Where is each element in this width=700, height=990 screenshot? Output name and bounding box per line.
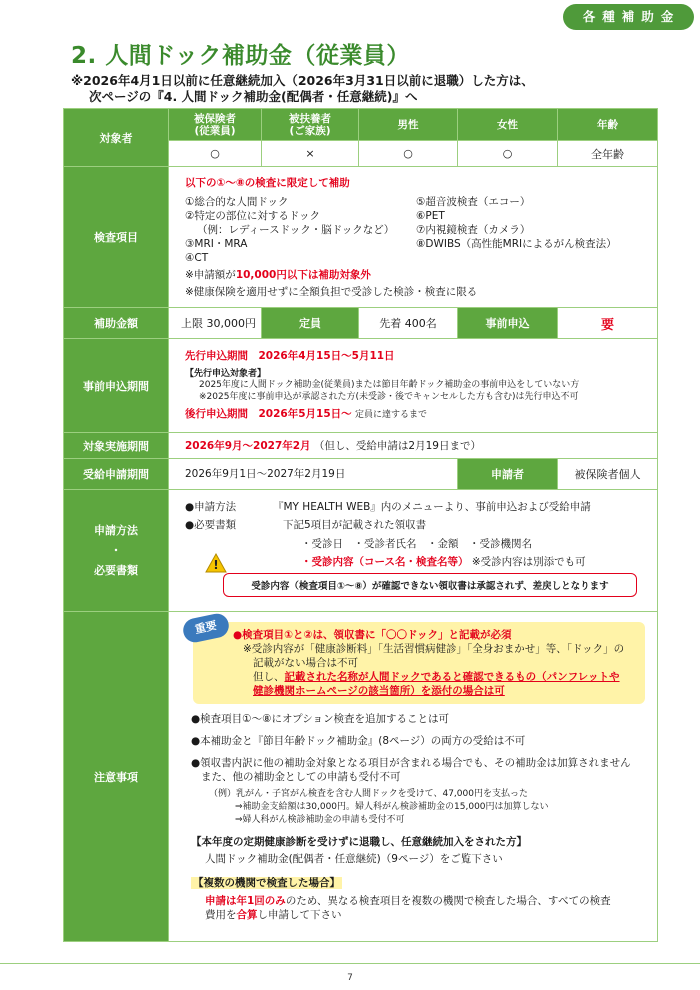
target-header-insured: 被保険者 (従業員) — [169, 109, 262, 141]
target-value-dependent: × — [262, 141, 359, 167]
exam-item: ③MRI・MRA — [185, 237, 248, 250]
svg-text:!: ! — [213, 558, 219, 572]
note-retired-text: 人間ドック補助金(配偶者・任意継続)（9ページ）をご覧下さい — [205, 853, 503, 865]
later-period: 後行申込期間 2026年5月15日～ 定員に達するまで — [185, 408, 428, 420]
applicant-label: 申請者 — [458, 459, 558, 490]
target-header-dependent: 被扶養者 (ご家族) — [262, 109, 359, 141]
period-label: 事前申込期間 — [64, 339, 169, 433]
impl-label: 対象実施期間 — [64, 433, 169, 459]
note-example: ⇒補助金支給額は30,000円。婦人科がん検診補助金の15,000円は加算しない — [235, 802, 549, 812]
first-target-desc: 2025年度に人間ドック補助金(従業員)または節目年齢ドック補助金の事前申込をしていない方 — [199, 380, 580, 390]
note-multi-text: 申請は年1回のみのため、異なる検査項目を複数の機関で検査した場合、すべての検査 — [205, 895, 611, 907]
header-note-line2: 次ページの『4. 人間ドック補助金(配偶者・任意継続)』へ — [89, 89, 418, 104]
note-other-subsidy-2: また、他の補助金としての申請も受付不可 — [201, 771, 401, 783]
apply-label: 受給申請期間 — [64, 459, 169, 490]
important-line: 健診機関ホームページの該当箇所）を添付の場合は可 — [253, 685, 505, 697]
first-period: 先行申込期間 2026年4月15日～5月11日 — [185, 350, 395, 362]
method-label: 申請方法 ・ 必要書類 — [64, 490, 169, 612]
target-value-female: ○ — [458, 141, 558, 167]
method-how: ●申請方法 『MY HEALTH WEB』内のメニューより、事前申込および受給申請 — [185, 501, 591, 513]
target-header-age: 年齢 — [558, 109, 658, 141]
subsidy-table — [63, 108, 658, 942]
first-target-exclusion: ※2025年度に事前申込が承認された方(未受診・後でキャンセルした方も含む)は先行申込不可 — [199, 392, 579, 402]
target-header-female: 女性 — [458, 109, 558, 141]
quota-value: 先着 400名 — [359, 308, 458, 339]
exam-item: ⑥PET — [416, 209, 445, 222]
exam-item: ②特定の部位に対するドック — [185, 209, 320, 222]
target-value-insured: ○ — [169, 141, 262, 167]
exam-list — [185, 195, 647, 265]
method-warning: 受診内容（検査項目①～⑧）が確認できない領収書は承認されず、差戻しとなります — [223, 573, 637, 597]
warning-icon — [205, 553, 227, 573]
note-double: ●本補助金と『節目年齢ドック補助金』(8ページ）の両方の受給は不可 — [191, 735, 526, 747]
exam-note-insurance: ※健康保険を適用せずに全額負担で受診した検診・検査に限る — [185, 285, 478, 298]
target-value-male: ○ — [359, 141, 458, 167]
note-option: ●検査項目①～⑧にオプション検査を追加することは可 — [191, 713, 450, 725]
note-retired-heading: 【本年度の定期健康診断を受けずに退職し、任意継続加入をされた方】 — [191, 836, 527, 848]
target-value-age: 全年齢 — [558, 141, 658, 167]
exam-item: ④CT — [185, 251, 209, 264]
exam-item: ⑧DWIBS（高性能MRIによるがん検査法） — [416, 237, 617, 250]
exam-item: （例：レディースドック・脳ドックなど） — [197, 223, 395, 236]
target-label: 対象者 — [64, 109, 169, 167]
important-line: 記載がない場合は不可 — [253, 657, 358, 669]
note-other-subsidy: ●領収書内訳に他の補助金対象となる項目が含まれる場合でも、その補助金は加算されません — [191, 757, 631, 769]
notes-label: 注意事項 — [64, 612, 169, 942]
note-multi-text-2: 費用を合算し申請して下さい — [205, 909, 342, 921]
method-content-item: ! ・受診内容（コース名・検査名等） ※受診内容は別添でも可 — [185, 555, 651, 569]
note-example: ⇒婦人科がん検診補助金の申請も受付不可 — [235, 815, 405, 825]
note-multi-heading: 【複数の機関で検査した場合】 — [193, 877, 340, 889]
pre-apply-value: 要 — [558, 308, 658, 339]
impl-value: 2026年9月～2027年2月 （但し、受給申請は2月19日まで） — [169, 433, 658, 459]
important-line: 但し、記載された名称が人間ドックであると確認できるもの（パンフレットや — [253, 671, 620, 683]
exam-item: ⑤超音波検査（エコー） — [416, 195, 531, 208]
amount-label: 補助金額 — [64, 308, 169, 339]
page-number: 7 — [347, 973, 353, 983]
first-target-label: 【先行申込対象者】 — [185, 369, 267, 379]
important-line: ※受診内容が「健康診断料」「生活習慣病健診」「全身おまかせ」等、「ドック」の — [243, 643, 625, 655]
page-title: 2. 人間ドック補助金（従業員） — [71, 43, 410, 69]
important-main: ●検査項目①と②は、領収書に「〇〇ドック」と記載が必須 — [233, 629, 512, 641]
exam-item: ⑦内視鏡検査（カメラ） — [416, 223, 531, 236]
exam-limit: 以下の①～⑧の検査に限定して補助 — [185, 176, 350, 189]
apply-value: 2026年9月1日～2027年2月19日 — [169, 459, 458, 490]
header-note-line1: ※2026年4月1日以前に任意継続加入（2026年3月31日以前に退職）した方は、 — [71, 73, 534, 88]
target-header-male: 男性 — [359, 109, 458, 141]
method-items: ・受診日 ・受診者氏名 ・金額 ・受診機関名 — [301, 538, 532, 550]
exam-item: ①総合的な人間ドック — [185, 195, 289, 208]
important-badge: 重要 — [181, 611, 231, 644]
footer-divider — [0, 963, 700, 964]
header-note — [71, 73, 534, 105]
note-example: （例）乳がん・子宮がん検査を含む人間ドックを受けて、47,000円を支払った — [209, 789, 528, 799]
category-tag: 各種補助金 — [563, 4, 694, 30]
pre-apply-label: 事前申込 — [458, 308, 558, 339]
method-docs: ●必要書類 下記5項目が記載された領収書 — [185, 519, 427, 531]
important-box — [193, 618, 645, 704]
exam-note-amount: ※申請額が10,000円以下は補助対象外 — [185, 268, 371, 281]
quota-label: 定員 — [262, 308, 359, 339]
applicant-value: 被保険者個人 — [558, 459, 658, 490]
amount-value: 上限 30,000円 — [169, 308, 262, 339]
exam-label: 検査項目 — [64, 167, 169, 308]
